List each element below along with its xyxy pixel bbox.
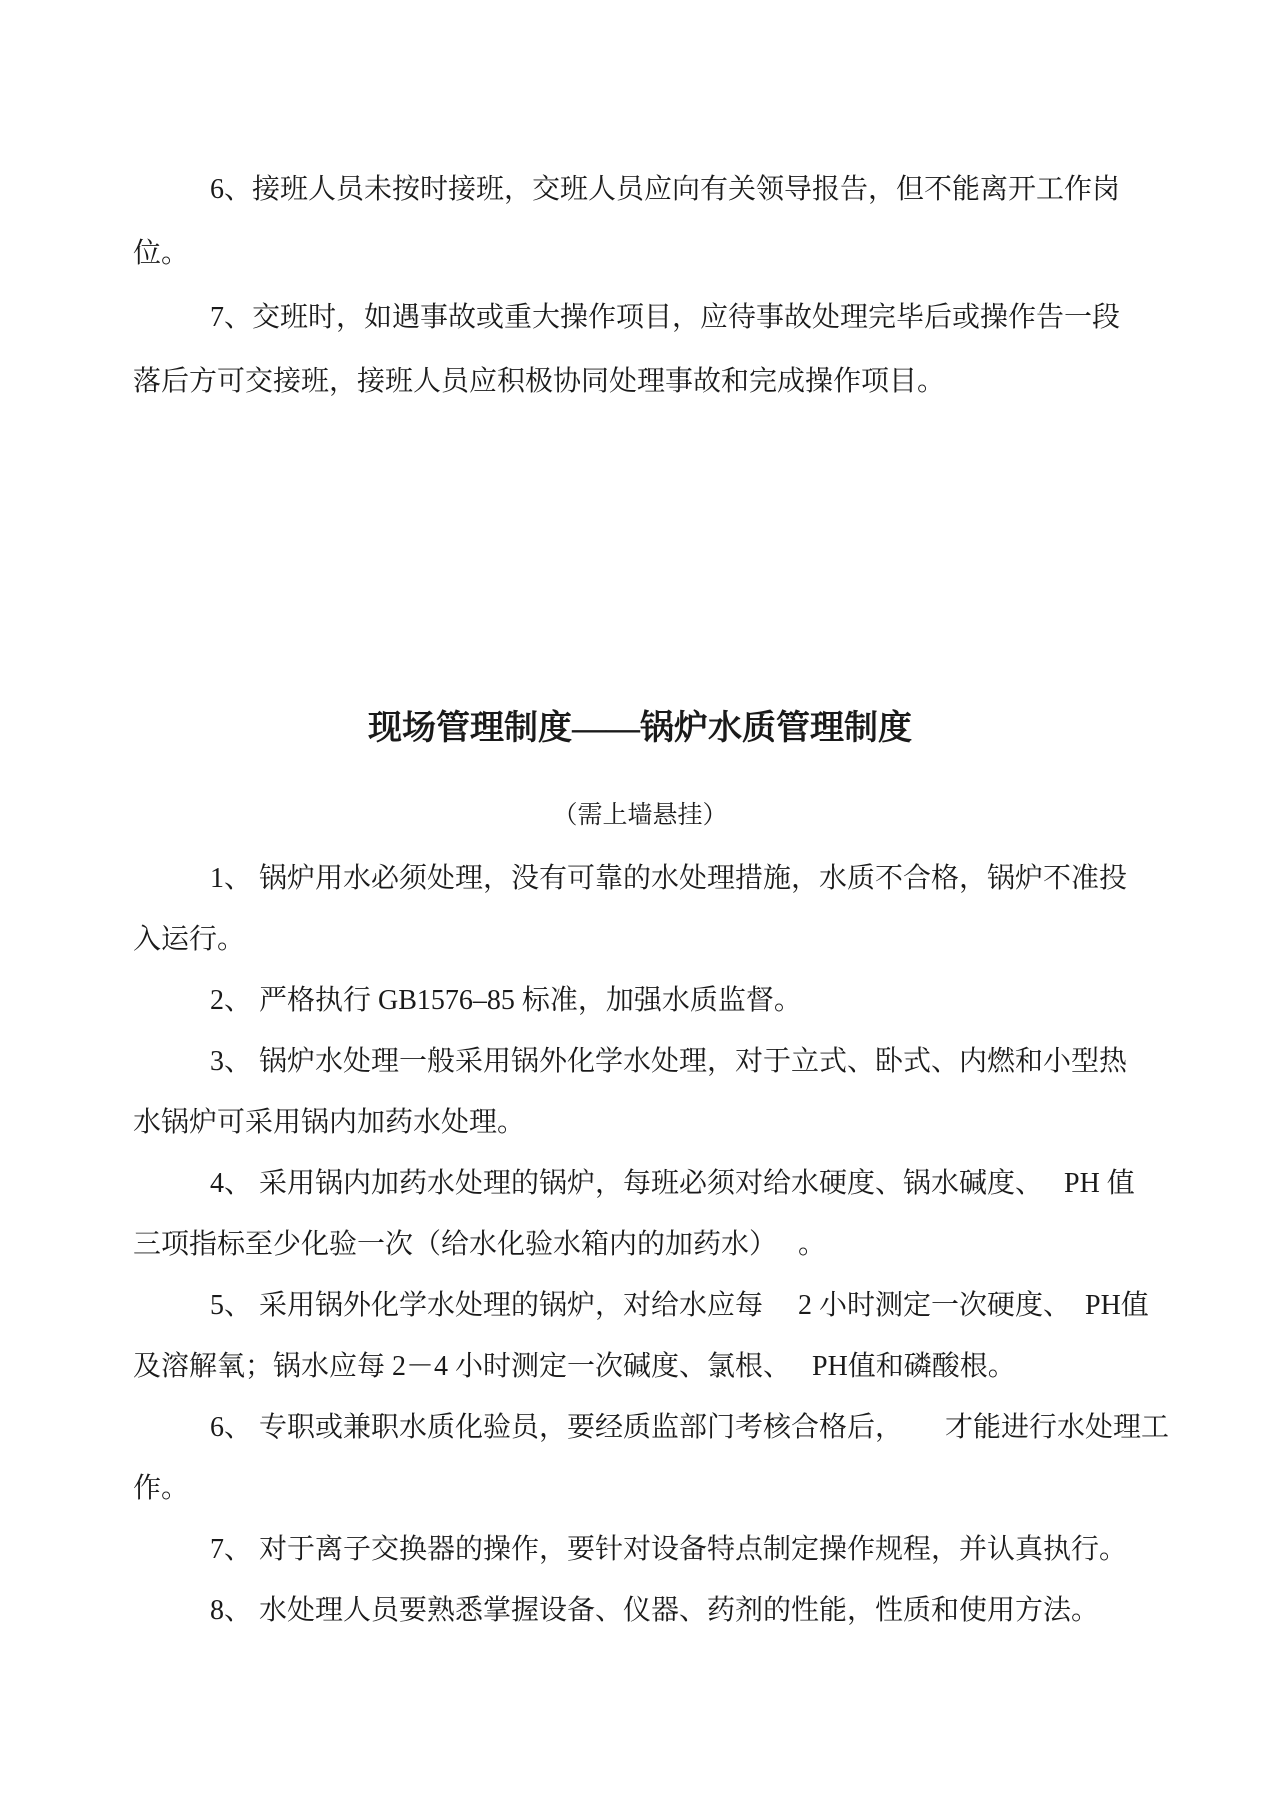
handover-rule-7-line-1: 7、交班时，如遇事故或重大操作项目，应待事故处理完毕后或操作告一段	[210, 302, 1121, 333]
boiler-rule-2-line-1: 2、 严格执行 GB1576–85 标准，加强水质监督。	[210, 984, 802, 1016]
boiler-rule-8-line-1: 8、 水处理人员要熟悉掌握设备、仪器、药剂的性能，性质和使用方法。	[210, 1594, 1100, 1626]
boiler-rule-3-line-1: 3、 锅炉水处理一般采用锅外化学水处理，对于立式、卧式、内燃和小型热	[210, 1045, 1128, 1077]
boiler-rule-4-line-2: 三项指标至少化验一次（给水化验水箱内的加药水） 。	[133, 1228, 827, 1260]
section-subtitle: （需上墙悬挂）	[552, 801, 728, 829]
boiler-rule-7-line-1: 7、 对于离子交换器的操作，要针对设备特点制定操作规程，并认真执行。	[210, 1533, 1128, 1565]
boiler-water-rules-section	[133, 848, 1170, 1641]
boiler-rule-4-line-1: 4、 采用锅内加药水处理的锅炉，每班必须对给水硬度、锅水碱度、 PH 值	[210, 1167, 1135, 1199]
boiler-rule-5-line-2: 及溶解氧；锅水应每 2－4 小时测定一次碱度、氯根、 PH值和磷酸根。	[133, 1350, 1016, 1382]
boiler-rule-1-line-2: 入运行。	[133, 923, 246, 955]
boiler-rule-6-line-2: 作。	[133, 1472, 190, 1504]
section-title: 现场管理制度——锅炉水质管理制度	[368, 710, 912, 747]
handover-rule-7-line-2: 落后方可交接班，接班人员应积极协同处理事故和完成操作项目。	[133, 366, 946, 397]
boiler-rule-3-line-2: 水锅炉可采用锅内加药水处理。	[133, 1106, 526, 1138]
boiler-rule-6-line-1: 6、 专职或兼职水质化验员，要经质监部门考核合格后， 才能进行水处理工	[210, 1411, 1170, 1443]
boiler-rule-5-line-1: 5、 采用锅外化学水处理的锅炉，对给水应每 2 小时测定一次硬度、 PH值	[210, 1289, 1149, 1321]
handover-rule-6-line-2: 位。	[133, 238, 190, 269]
boiler-rule-1-line-1: 1、 锅炉用水必须处理，没有可靠的水处理措施，水质不合格，锅炉不准投	[210, 862, 1128, 894]
handover-rules-section	[133, 158, 1147, 414]
handover-rule-6-line-1: 6、接班人员未按时接班，交班人员应向有关领导报告，但不能离开工作岗	[210, 174, 1121, 205]
